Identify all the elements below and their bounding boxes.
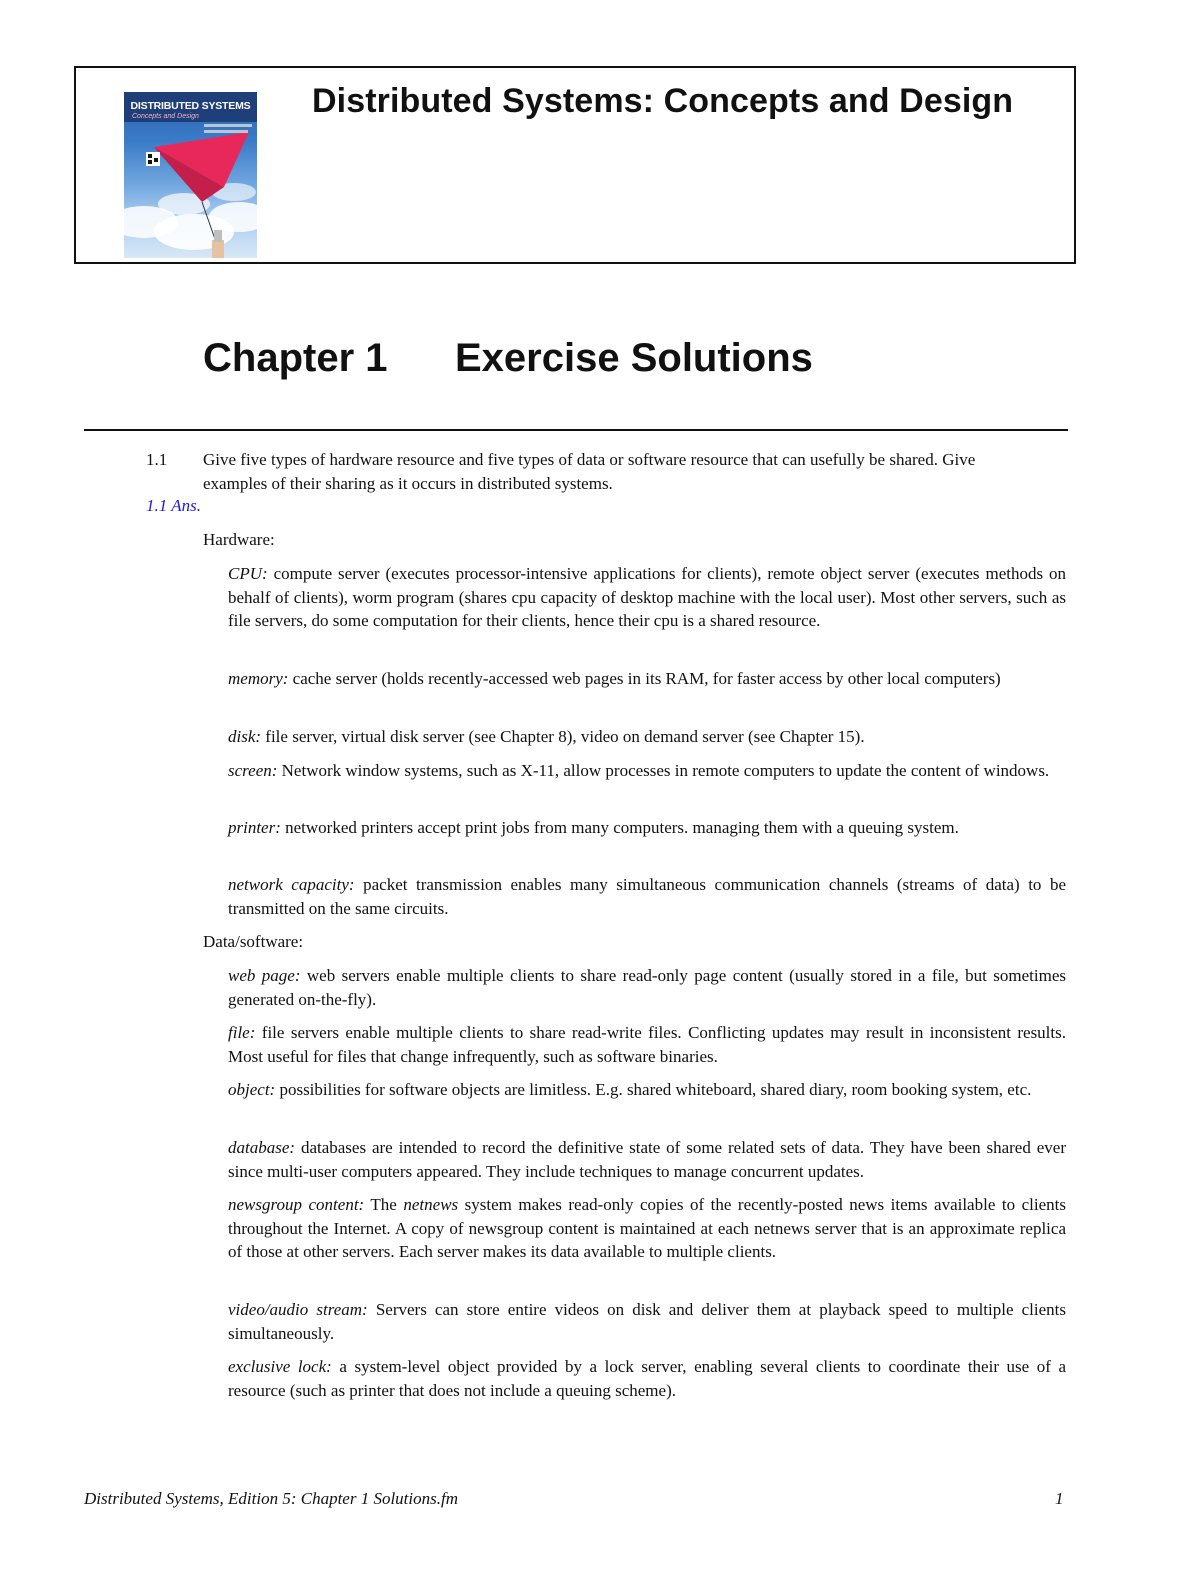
item-text-emphasis: netnews xyxy=(403,1195,459,1214)
software-item xyxy=(228,1193,1066,1264)
software-item xyxy=(228,1021,1066,1068)
footer-filename: Distributed Systems, Edition 5: Chapter 1 Solutions.fm xyxy=(84,1489,458,1508)
item-text: networked printers accept print jobs from many computers. managing them with a queuing system. xyxy=(285,818,959,837)
item-term: object: xyxy=(228,1080,276,1099)
item-text: possibilities for software objects are limitless. E.g. shared whiteboard, shared diary, room booking system, etc. xyxy=(279,1080,1032,1099)
item-term: file: xyxy=(228,1023,256,1042)
book-cover-image xyxy=(124,92,257,258)
item-term: screen: xyxy=(228,761,278,780)
software-label: Data/software: xyxy=(203,932,304,951)
software-item xyxy=(228,1298,1066,1345)
hardware-item xyxy=(228,759,1066,783)
item-text: file server, virtual disk server (see Chapter 8), video on demand server (see Chapter 15). xyxy=(265,727,865,746)
item-text: a system-level object provided by a lock server, enabling several clients to coordinate their use of a resource (such as printer that does not include a queuing scheme). xyxy=(228,1357,1066,1400)
item-text: compute server (executes processor-intensive applications for clients), remote object server (executes methods on behalf of clients), worm program (shares cpu capacity of desktop machine with the local user). Most other servers, such as file servers, do some computation for their clients, hence their cpu is a shared resource. xyxy=(228,564,1066,630)
item-text: databases are intended to record the definitive state of some related sets of data. They have been shared ever since multi-user computers appeared. They include techniques to manage concurrent updates. xyxy=(228,1138,1066,1181)
page-number: 1 xyxy=(1055,1489,1064,1508)
chapter-heading xyxy=(203,336,813,381)
item-term: network capacity: xyxy=(228,875,355,894)
hardware-item xyxy=(228,873,1066,920)
item-term: newsgroup content: xyxy=(228,1195,365,1214)
item-term: video/audio stream: xyxy=(228,1300,368,1319)
header-box xyxy=(74,66,1076,264)
software-item xyxy=(228,1078,1066,1102)
software-item xyxy=(228,1136,1066,1183)
item-term: memory: xyxy=(228,669,289,688)
cover-subtitle: Concepts and Design xyxy=(132,113,199,120)
chapter-title: Exercise Solutions xyxy=(455,336,813,380)
heading-rule xyxy=(84,429,1068,431)
hardware-item xyxy=(228,816,1066,840)
item-text-before: The xyxy=(370,1195,397,1214)
software-item xyxy=(228,964,1066,1011)
item-text: file servers enable multiple clients to share read-write files. Conflicting updates may result in inconsistent results. Most useful for files that change infrequently, such as software binaries. xyxy=(228,1023,1066,1066)
item-term: exclusive lock: xyxy=(228,1357,332,1376)
hardware-item xyxy=(228,562,1066,633)
software-item xyxy=(228,1355,1066,1402)
item-term: disk: xyxy=(228,727,262,746)
item-term: web page: xyxy=(228,966,301,985)
question-text: Give five types of hardware resource and five types of data or software resource that can usefully be shared. Give examples of their sharing as it occurs in distributed systems. xyxy=(203,450,976,493)
item-term: printer: xyxy=(228,818,281,837)
item-text: packet transmission enables many simultaneous communication channels (streams of data) to be transmitted on the same circuits. xyxy=(228,875,1067,918)
question-number: 1.1 xyxy=(146,450,168,469)
item-text: cache server (holds recently-accessed web pages in its RAM, for faster access by other local computers) xyxy=(292,669,1001,688)
item-term: CPU: xyxy=(228,564,268,583)
hardware-item xyxy=(228,667,1066,691)
item-text: Servers can store entire videos on disk and deliver them at playback speed to multiple clients simultaneously. xyxy=(228,1300,1067,1343)
item-text: web servers enable multiple clients to share read-only page content (usually stored in a file, but sometimes generated on-the-fly). xyxy=(228,966,1066,1009)
item-term: database: xyxy=(228,1138,296,1157)
book-title: Distributed Systems: Concepts and Design xyxy=(312,82,1014,120)
item-text: system makes read-only copies of the recently-posted news items available to clients throughout the Internet. A copy of newsgroup content is maintained at each netnews server that is an approximate replica of those at other servers. Each server makes its data available to multiple clients. xyxy=(228,1195,1066,1261)
cover-title: DISTRIBUTED SYSTEMS xyxy=(130,100,251,112)
item-text: Network window systems, such as X-11, allow processes in remote computers to update the content of windows. xyxy=(281,761,1050,780)
answer-label: 1.1 Ans. xyxy=(146,496,201,515)
hardware-label: Hardware: xyxy=(203,530,275,549)
hardware-item xyxy=(228,725,1066,749)
chapter-number: Chapter 1 xyxy=(203,336,388,380)
